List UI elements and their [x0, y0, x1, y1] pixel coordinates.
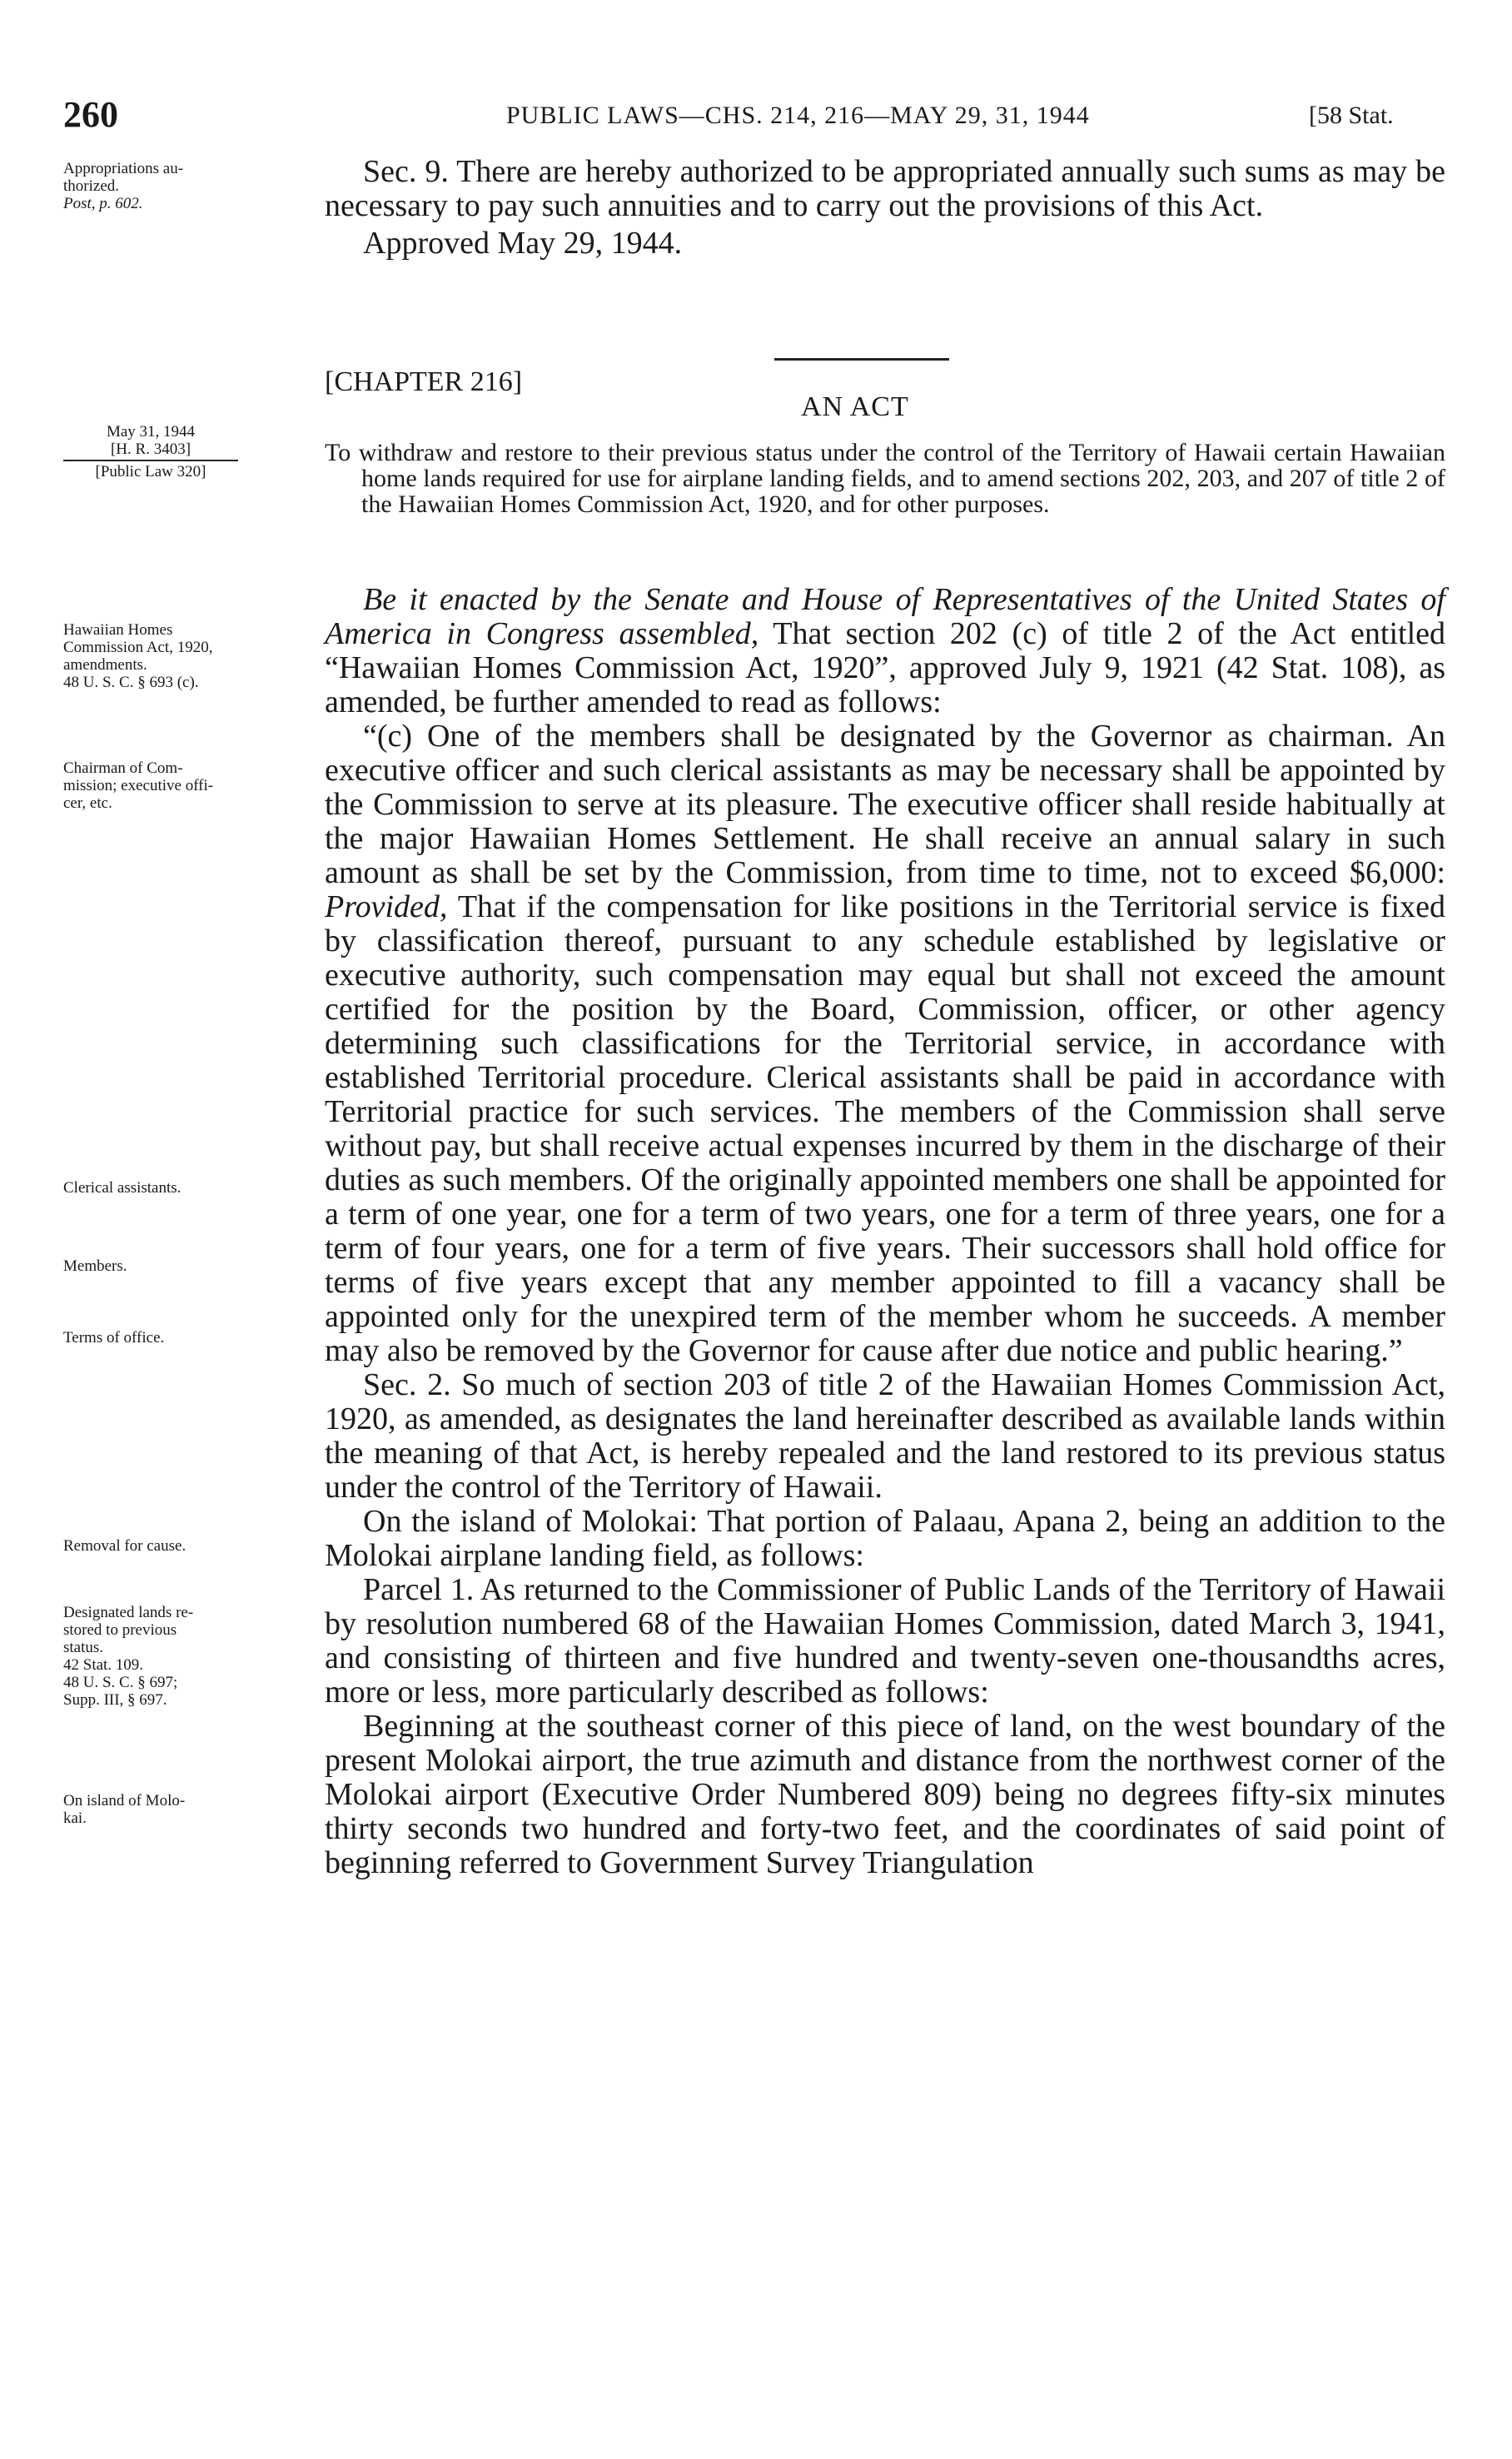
running-header	[0, 93, 1512, 135]
section-9-text: Sec. 9. There are hereby authorized to be appropriated annually such sums as may be necessary to pay such annuities and to carry out the provisions of this Act.	[325, 154, 1445, 223]
margin-note-designated: Designated lands re- stored to previous status. 42 Stat. 109. 48 U. S. C. § 697; Supp. III, § 697.	[63, 1604, 194, 1709]
enacting-clause	[325, 583, 1445, 719]
margin-note-molokai: On island of Molo- kai.	[63, 1792, 186, 1827]
margin-date: May 31, 1944	[106, 423, 196, 441]
act-title	[325, 440, 1445, 517]
margin-note-terms: Terms of office.	[63, 1329, 165, 1346]
running-title: PUBLIC LAWS—CHS. 214, 216—MAY 29, 31, 1944	[506, 102, 1090, 129]
main-body	[325, 583, 1445, 1880]
act-rule	[774, 358, 949, 361]
margin-note-members: Members.	[63, 1257, 127, 1275]
margin-public-law: [Public Law 320]	[95, 463, 206, 480]
section-9-block	[325, 155, 1445, 261]
volume-reference: [58 Stat.	[1309, 102, 1394, 129]
page-number: 260	[63, 94, 118, 135]
molokai-paragraph: On the island of Molokai: That portion of Palaau, Apana 2, being an addition to the Molokai airplane landing field, as follows:	[325, 1504, 1445, 1573]
margin-note-removal: Removal for cause.	[63, 1537, 187, 1555]
margin-note-hawaiian-homes: Hawaiian Homes Commission Act, 1920, amendments. 48 U. S. C. § 693 (c).	[63, 621, 213, 691]
beginning-paragraph: Beginning at the southeast corner of this piece of land, on the west boundary of the present Molokai airport, the true azimuth and distance from the northwest corner of the Molokai airport (Executive Order Numbered 809) being no degrees fifty-six minutes thirty seconds two hundred and forty-two feet, and the coordinates of said point of beginning referred to Government Survey Triangulation	[325, 1709, 1445, 1880]
margin-note-chairman: Chairman of Com- mission; executive offi- cer, etc.	[63, 759, 214, 812]
section-2-text: Sec. 2. So much of section 203 of title 2 of the Hawaiian Homes Commission Act, 1920, as amended, as designates the land hereinafter described as available lands within the meaning of that Act, is hereby repealed and the land restored to its previous status under the control of the Territory of Hawaii.	[325, 1367, 1445, 1505]
approval-line: Approved May 29, 1944.	[363, 226, 683, 261]
margin-note-bill-info	[63, 423, 238, 480]
paragraph-c: “(c) One of the members shall be designated by the Governor as chairman. An executive officer and such clerical assistants as may be necessary shall be appointed by the Commission to serve at its pleasure. The executive officer shall reside habitually at the major Hawaiian Homes Settlement. He shall receive an annual salary in such amount as shall be set by the Commission, from time to time, not to exceed $6,000: Provided, That if the compensation for like positions in the Territorial service is fixed by classification thereof, pursuant to any schedule established by legislative or executive authority, such compensation may equal but shall not exceed the amount certified for the position by the Board, Commission, officer, or other agency determining such classifications for the Territorial service, in accordance with established Territorial procedure. Clerical assistants shall be paid in accordance with Territorial practice for such services. The members of the Commission shall serve without pay, but shall receive actual expenses incurred by them in the discharge of their duties as such members. Of the originally appointed members one shall be appointed for a term of one year, one for a term of two years, one for a term of three years, one for a term of four years, one for a term of five years. Their successors shall hold office for terms of five years except that any member appointed to fill a vacancy shall be appointed only for the unexpired term of the member whom he succeeds. A member may also be removed by the Governor for cause after due notice and public hearing.”	[325, 719, 1445, 1368]
enacting-clause-italic: Be it enacted by the Senate and House of Representatives of the United States of America in Congress assembled,	[325, 582, 1445, 651]
margin-note-clerical: Clerical assistants.	[63, 1179, 182, 1197]
margin-rule	[63, 460, 238, 461]
parcel-1-paragraph: Parcel 1. As returned to the Commissioner of Public Lands of the Territory of Hawaii by resolution numbered 68 of the Hawaiian Homes Commission, dated March 3, 1941, and consisting of thirteen and five hundred and twenty-seven one-thousandths acres, more or less, more particularly described as follows:	[325, 1572, 1445, 1710]
chapter-label: [CHAPTER 216]	[325, 366, 523, 397]
provided-keyword: Provided,	[325, 889, 448, 924]
act-title-text: To withdraw and restore to their previous status under the control of the Territory of Hawaii certain Hawaiian home lands required for use for airplane landing fields, and to amend sections 202, 203, and 207 of title 2 of the Hawaiian Homes Commission Act, 1920, and for other purposes.	[325, 439, 1445, 518]
act-heading: AN ACT	[801, 391, 909, 422]
margin-hr: [H. R. 3403]	[110, 441, 191, 458]
margin-note-appropriations: Appropriations au- thorized. Post, p. 602.	[63, 160, 184, 212]
enacting-clause-text: That section 202 (c) of title 2 of the Act entitled “Hawaiian Homes Commission Act, 1920”, approved July 9, 1921 (42 Stat. 108), as amended, be further amended to read as follows:	[325, 616, 1445, 719]
